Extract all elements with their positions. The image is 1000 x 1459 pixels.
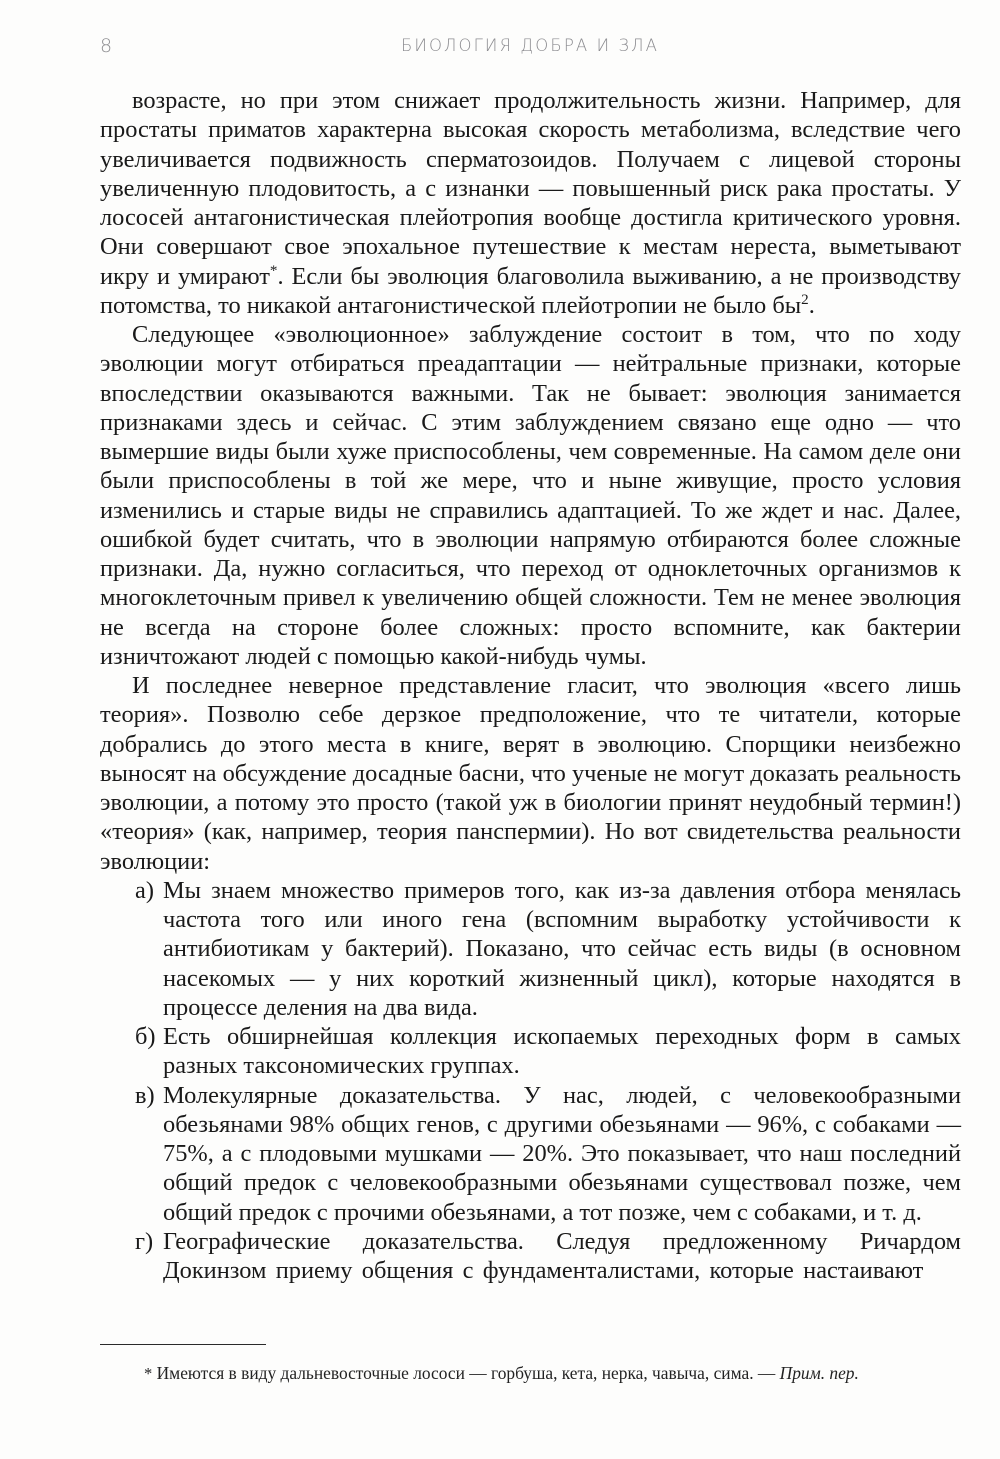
text-column (100, 86, 961, 1285)
list-item-marker: а) (135, 876, 154, 904)
footnote (100, 1362, 961, 1385)
footnote-separator-rule (100, 1344, 266, 1345)
list-item (100, 1022, 961, 1081)
paragraph-2: Следующее «эволюционное» заблуждение состоит в том, что по ходу эволюции могут отбираться преадаптации — нейтральные признаки, которые впоследствии оказываются важными. Так не бывает: эволюция занимается признаками здесь и сейчас. С этим заблуждением связано еще одно — что вымершие виды были хуже приспособлены, чем современные. На самом деле они были приспособлены в той же мере, что и ныне живущие, просто условия изменились и старые виды не справились адаптацией. То же ждет и нас. Далее, ошибкой будет считать, что в эволюции напрямую отбираются более сложные признаки. Да, нужно согласиться, что переход от одноклеточных организмов к многоклеточным привел к увеличению общей сложности. Тем не менее эволюция не всегда на стороне более сложных: просто вспомните, как бактерии изничтожают людей с помощью какой-нибудь чумы. (100, 321, 961, 670)
list-item (100, 1227, 961, 1286)
endnote-marker-2: 2 (801, 291, 809, 308)
page-number: 8 (100, 35, 113, 57)
list-item-text: Географические доказательства. Следуя предложенному Ричардом Докинзом приему общения с фундаменталистами, которые настаивают (163, 1227, 961, 1284)
footnote-text: Имеются в виду дальневосточные лососи — горбуша, кета, нерка, чавыча, сима. — (156, 1363, 780, 1383)
list-item-marker: б) (135, 1023, 156, 1050)
paragraph-1-text-a: возрасте, но при этом снижает продолжительность жизни. Например, для простаты приматов характерна высокая скорость метаболизма, вследствие чего увеличивается подвижность сперматозоидов. Получаем с лицевой стороны увеличенную плодовитость, а с изнанки — повышенный риск рака простаты. У лососей антагонистическая плейотропия вообще достигла критического уровня. Они совершают свое эпохальное путешествие к местам нереста, выметывают икру и умирают (100, 87, 961, 290)
evidence-list (100, 876, 961, 1286)
list-item (100, 1081, 961, 1227)
footnote-area (100, 1344, 961, 1385)
list-item-text: Молекулярные доказательства. У нас, людей, с человекообразными обезьянами 98% общих генов, с другими обезьянами — 96%, с собаками — 75%, а с плодовыми мушками — 20%. Это показывает, что наш последний общий предок с человекообразными обезьянами существовал позже, чем общий предок с прочими обезьянами, а тот позже, чем с собаками, и т. д. (163, 1081, 961, 1226)
paragraph-1-text-b: . Если бы эволюция благоволила выживанию, а не производству потомства, то никакой антагонистической плейотропии не было бы (100, 262, 961, 319)
list-item-text: Есть обширнейшая коллекция ископаемых переходных форм в самых разных таксономических группах. (163, 1023, 961, 1080)
list-item-marker: в) (135, 1081, 155, 1109)
list-item (100, 876, 961, 1022)
footnote-attribution: Прим. пер. (779, 1363, 859, 1383)
footnote-star-marker: * (144, 1364, 153, 1383)
footnote-marker-asterisk: * (269, 262, 278, 279)
paragraph-3: И последнее неверное представление гласит, что эволюция «всего лишь теория». Позволю себе дерзкое предположение, что те читатели, которые добрались до этого места в книге, верят в эволюцию. Спорщики неизбежно выносят на обсуждение досадные басни, что ученые не могут доказать реальность эволюции, а потому это просто (такой уж в биологии принят неудобный термин!) «теория» (как, например, теория панспермии). Но вот свидетельства реальности эволюции: (100, 672, 961, 875)
list-item-text: Мы знаем множество примеров того, как из-за давления отбора менялась частота того или иного гена (вспомним выработку устойчивости к антибиотикам у бактерий). Показано, что сейчас есть виды (в основном насекомых — у них короткий жизненный цикл), которые находятся в процессе деления на два вида. (163, 876, 961, 1021)
paragraph-1 (100, 86, 961, 320)
list-item-marker: г) (135, 1227, 154, 1255)
running-head (100, 33, 960, 59)
running-title: БИОЛОГИЯ ДОБРА И ЗЛА (400, 36, 659, 55)
paragraph-1-text-c: . (808, 291, 815, 319)
